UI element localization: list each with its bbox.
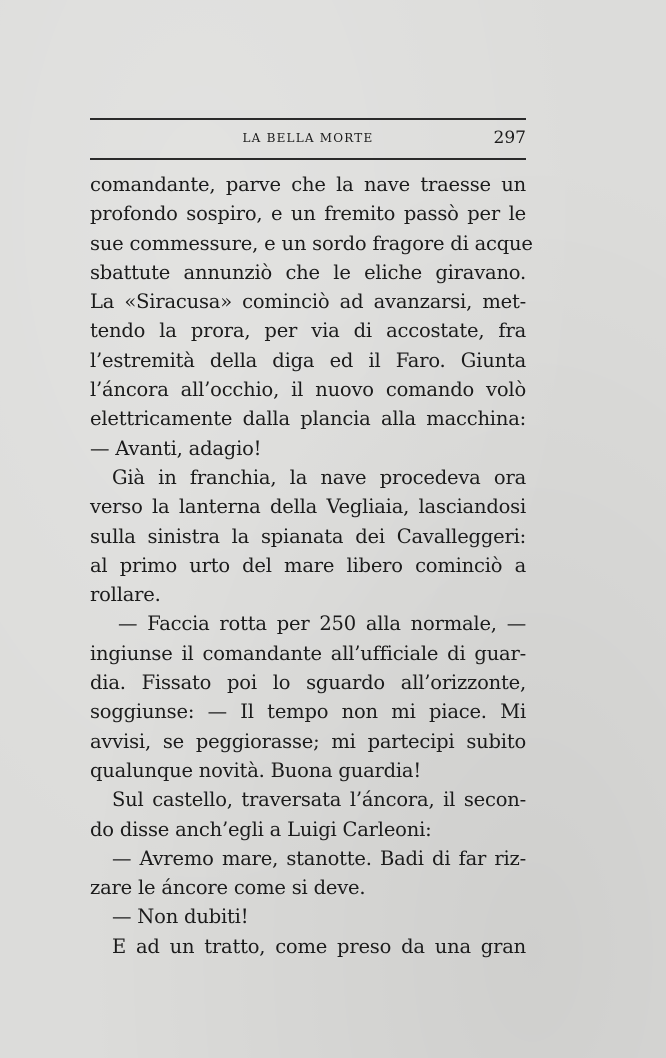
body-text — [90, 170, 533, 961]
running-head — [90, 128, 526, 150]
text-line: l’estremità della diga ed il Faro. Giunta — [90, 348, 526, 372]
text-line: comandante, parve che la nave traesse un — [90, 173, 526, 196]
text-line: rollare. — [90, 583, 161, 607]
text-line: — Avanti, adagio! — [90, 436, 262, 460]
text-line: sbattute annunziò che le eliche giravano. — [90, 260, 526, 284]
text-line: zare le áncore come si deve. — [90, 876, 366, 900]
running-title: LA BELLA MORTE — [242, 131, 374, 145]
text-line: — Faccia rotta per 250 alla normale, — — [118, 612, 526, 636]
text-line: — Avremo mare, stanotte. Badi di far riz- — [112, 846, 526, 870]
text-line: l’áncora all’occhio, il nuovo comando volò — [90, 378, 526, 402]
text-line: qualunque novità. Buona guardia! — [90, 758, 421, 782]
text-line: elettricamente dalla plancia alla macchina: — [90, 407, 526, 431]
text-line: La «Siracusa» cominciò ad avanzarsi, met- — [90, 290, 526, 314]
text-line: dia. Fissato poi lo sguardo all’orizzonte, — [90, 671, 526, 695]
header-top-rule — [90, 118, 526, 120]
text-line: — Non dubiti! — [112, 905, 249, 929]
page-number: 297 — [493, 128, 526, 148]
text-line: avvisi, se peggiorasse; mi partecipi subito — [90, 729, 526, 753]
text-line: ingiunse il comandante all’ufficiale di guar- — [90, 641, 526, 665]
text-line: Già in franchia, la nave procedeva ora — [112, 465, 526, 489]
text-line: verso la lanterna della Vegliaia, lasciandosi — [90, 495, 526, 519]
header-bottom-rule — [90, 158, 526, 160]
text-line: soggiunse: — Il tempo non mi piace. Mi — [90, 700, 526, 724]
text-line: sulla sinistra la spianata dei Cavalleggeri: — [90, 524, 526, 548]
text-line: profondo sospiro, e un fremito passò per le — [90, 202, 526, 226]
text-line: do disse anch’egli a Luigi Carleoni: — [90, 817, 432, 841]
text-line: Sul castello, traversata l’áncora, il secon- — [112, 788, 526, 812]
text-line: sue commessure, e un sordo fragore di acque — [90, 231, 533, 255]
text-line: tendo la prora, per via di accostate, fra — [90, 319, 526, 343]
text-line: E ad un tratto, come preso da una gran — [112, 934, 526, 958]
text-line: al primo urto del mare libero cominciò a — [90, 553, 526, 577]
